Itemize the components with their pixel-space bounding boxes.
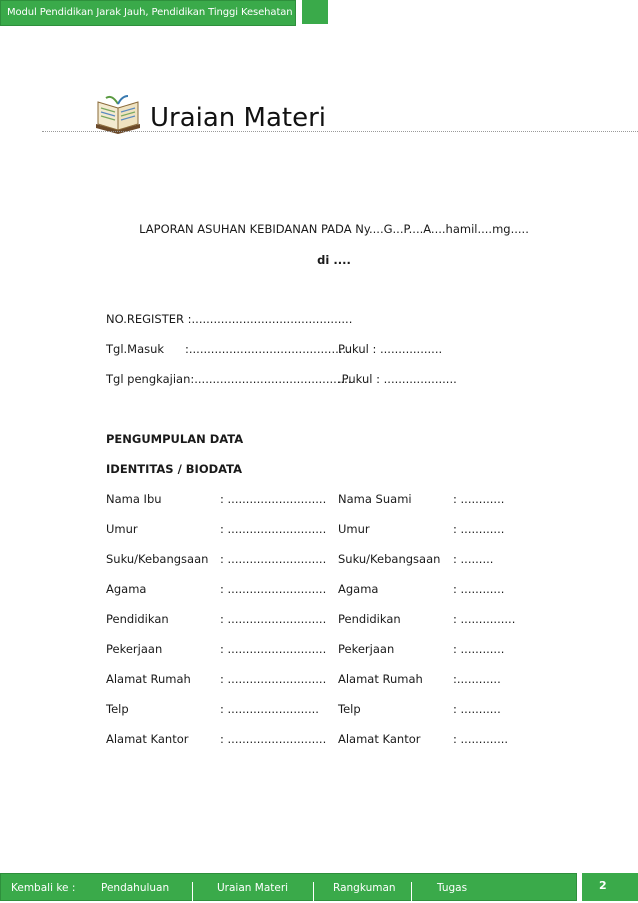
row-right-label: Suku/Kebangsaan <box>338 552 441 566</box>
nav-link-tugas[interactable]: Tugas <box>437 882 468 894</box>
back-label: Kembali ke : <box>11 882 76 894</box>
row-right-value: : ......... <box>453 552 494 566</box>
row-left-value: : ........................... <box>220 732 327 746</box>
row-right-value: : ........... <box>453 702 501 716</box>
row-right-value: : ............ <box>453 582 505 596</box>
row-right-value: : ............... <box>453 612 516 626</box>
row-right-label: Alamat Kantor <box>338 732 421 746</box>
row-right-label: Nama Suami <box>338 492 412 506</box>
row-right-value: : ............ <box>453 642 505 656</box>
row-left-value: : ........................... <box>220 492 327 506</box>
row-right-value: : ............ <box>453 492 505 506</box>
row-left-value: : ........................... <box>220 552 327 566</box>
row-right-value: : ............ <box>453 522 505 536</box>
row-left-value: : ........................... <box>220 612 327 626</box>
report-location: di .... <box>317 253 351 267</box>
nav-divider <box>192 882 193 902</box>
row-left-value: : ........................... <box>220 582 327 596</box>
row-left-value: : ........................... <box>220 672 327 686</box>
section-title: Uraian Materi <box>150 103 327 133</box>
title-divider <box>42 131 638 132</box>
report-title: LAPORAN ASUHAN KEBIDANAN PADA Ny....G...P....A....hamil....mg..... <box>139 222 529 236</box>
nav-divider <box>411 882 412 902</box>
nav-link-uraian-materi[interactable]: Uraian Materi <box>217 882 289 894</box>
row-left-label: Nama Ibu <box>106 492 162 506</box>
row-left-label: Alamat Kantor <box>106 732 189 746</box>
page-number: 2 <box>599 879 607 892</box>
row-right-value: : ............. <box>453 732 509 746</box>
nav-link-rangkuman[interactable]: Rangkuman <box>333 882 396 894</box>
pukul-pengkajian-field: .Pukul : .................... <box>338 372 457 386</box>
row-right-label: Agama <box>338 582 379 596</box>
header-accent-box <box>302 0 328 24</box>
row-right-label: Alamat Rumah <box>338 672 423 686</box>
tgl-pengkajian-field: Tgl pengkajian:........................................... <box>106 372 352 386</box>
row-left-value: : ........................... <box>220 642 327 656</box>
row-left-label: Umur <box>106 522 138 536</box>
no-register-field: NO.REGISTER :............................................ <box>106 312 353 326</box>
row-left-label: Suku/Kebangsaan <box>106 552 209 566</box>
row-left-value: : ........................... <box>220 522 327 536</box>
tgl-masuk-label: Tgl.Masuk <box>106 342 165 356</box>
row-left-label: Telp <box>106 702 129 716</box>
page-number-box <box>582 873 638 901</box>
row-right-value: :............ <box>453 672 501 686</box>
collection-heading: PENGUMPULAN DATA <box>106 432 244 446</box>
nav-divider <box>313 882 314 902</box>
footer-nav-bar <box>0 873 577 901</box>
tgl-masuk-value: :............................................ <box>185 342 350 356</box>
row-left-label: Pendidikan <box>106 612 169 626</box>
header-title: Modul Pendidikan Jarak Jauh, Pendidikan Tinggi Kesehatan <box>7 7 293 18</box>
pukul-masuk-field: Pukul : ................. <box>338 342 443 356</box>
open-book-icon <box>92 94 144 134</box>
row-left-label: Alamat Rumah <box>106 672 191 686</box>
header-bar <box>0 0 296 26</box>
row-left-label: Pekerjaan <box>106 642 163 656</box>
identity-heading: IDENTITAS / BIODATA <box>106 462 242 476</box>
nav-link-pendahuluan[interactable]: Pendahuluan <box>101 882 170 894</box>
row-right-label: Pekerjaan <box>338 642 395 656</box>
row-right-label: Pendidikan <box>338 612 401 626</box>
row-right-label: Telp <box>338 702 361 716</box>
row-left-value: : ......................... <box>220 702 319 716</box>
row-left-label: Agama <box>106 582 147 596</box>
row-right-label: Umur <box>338 522 370 536</box>
